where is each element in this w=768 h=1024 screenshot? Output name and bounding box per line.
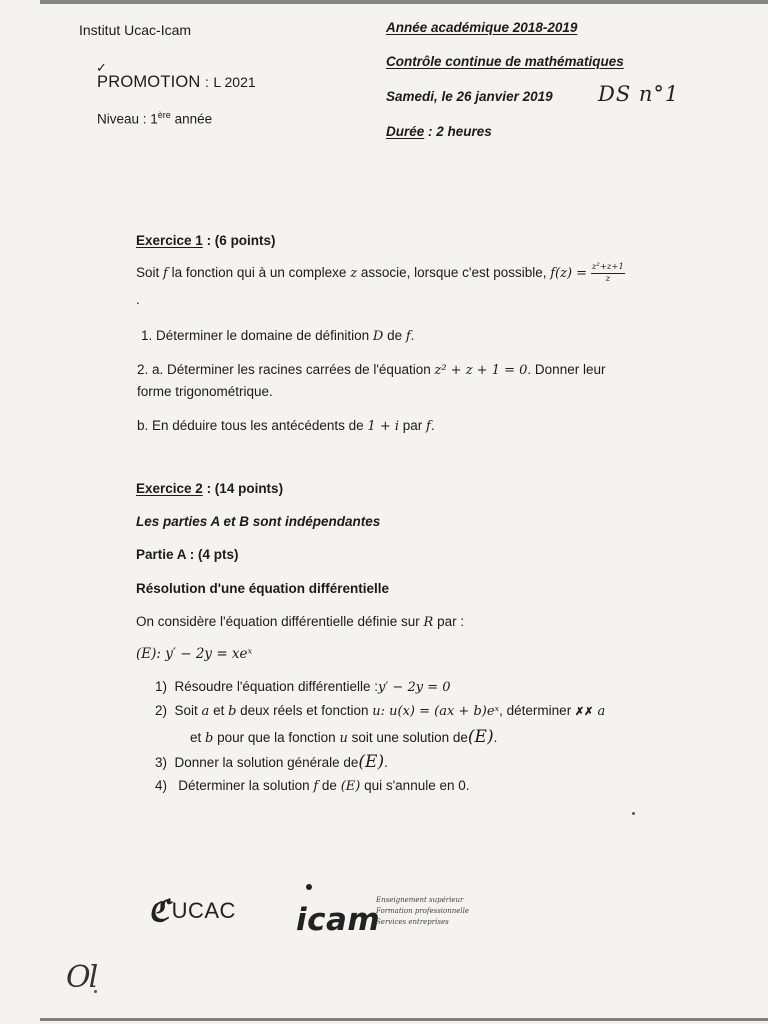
tick-mark: ✓ <box>96 60 107 75</box>
item-text: . <box>384 755 388 770</box>
exercise-1-points: : (6 points) <box>202 233 276 248</box>
item-text: et <box>190 730 206 745</box>
math-b: b <box>228 704 237 719</box>
item-text: , déterminer <box>499 703 575 718</box>
math-f: f <box>163 266 168 282</box>
item-text: deux réels et fonction <box>236 703 373 718</box>
exercise-1-title: Exercice 1 <box>136 233 203 248</box>
ucac-mark-icon: ℭ <box>148 894 170 929</box>
item-text: pour que la fonction <box>213 730 340 745</box>
consider-text: par : <box>433 614 465 629</box>
tagline-line: Services entreprises <box>376 918 449 926</box>
item-text: et <box>209 703 229 718</box>
tagline-line: Enseignement supérieur <box>376 896 464 904</box>
item-number: 3) <box>155 755 168 770</box>
math-function: u: u(x) = (ax + b)eˣ <box>372 704 500 719</box>
intro-text: Soit <box>136 265 164 281</box>
icam-logo: icam <box>296 902 381 938</box>
item-2 <box>155 703 605 719</box>
math-f: f <box>405 329 411 344</box>
part-a-heading: Partie A : (4 pts) <box>136 547 239 562</box>
institute-name: Institut Ucac-Icam <box>79 22 192 38</box>
icam-tagline <box>376 895 469 928</box>
math-equation: z² + z + 1 = 0 <box>434 363 528 378</box>
item-2-line2 <box>190 727 497 747</box>
control-title: Contrôle continue de mathématiques <box>386 54 624 69</box>
question-text: . Donner leur <box>527 362 606 377</box>
item-4 <box>155 778 470 794</box>
paper-speck <box>632 812 635 815</box>
duration-value: : 2 heures <box>424 124 492 139</box>
consider-line <box>136 614 464 630</box>
item-text: qui s'annule en 0. <box>360 778 470 793</box>
question-text: . <box>430 418 435 433</box>
promotion-label: PROMOTION <box>97 73 201 91</box>
bottom-edge-rule <box>40 1018 768 1021</box>
level-sup: ère <box>157 110 171 120</box>
math-f: f <box>313 779 319 794</box>
item-number: 4) <box>155 778 168 793</box>
promotion-line <box>97 73 256 92</box>
fraction-denominator: z <box>605 274 611 284</box>
item-number: 1) <box>155 679 168 694</box>
math-fz: f(z) = <box>550 266 588 282</box>
intro-text: la fonction qui à un complexe <box>167 265 351 281</box>
question-2b <box>137 418 435 434</box>
stray-dot: . <box>136 292 140 307</box>
math-f: f <box>426 419 431 434</box>
item-text: Déterminer la solution <box>178 778 314 793</box>
item-1 <box>155 679 451 695</box>
item-text: . <box>493 730 498 745</box>
icam-dot-icon <box>306 884 312 890</box>
question-text: . <box>410 328 415 343</box>
consider-text: On considère l'équation différentielle définie sur <box>136 614 424 629</box>
academic-year: Année académique 2018-2019 <box>386 20 578 35</box>
item-number: 2) <box>155 703 168 718</box>
question-text: de <box>383 328 406 343</box>
math-E: (E) <box>358 752 385 772</box>
item-text: Soit <box>174 703 202 718</box>
item-text: de <box>318 778 341 793</box>
question-2a-line2: forme trigonométrique. <box>137 384 273 399</box>
math-a: a <box>201 704 210 719</box>
top-edge-rule <box>40 0 768 4</box>
ucac-logo <box>148 894 236 929</box>
math-E: (E) <box>467 727 494 747</box>
question-1 <box>141 328 414 344</box>
exercise-2-heading <box>136 481 283 496</box>
level-suffix: année <box>170 111 213 127</box>
question-text: 1. Déterminer le domaine de définition <box>141 328 373 343</box>
fraction <box>591 262 625 285</box>
math-a: a <box>593 704 606 719</box>
exercise-2-title: Exercice 2 <box>136 481 203 496</box>
differential-equation: (E): y′ − 2y = xeˣ <box>136 646 253 662</box>
exercise-2-points: : (14 points) <box>202 481 284 496</box>
item-text: Résoudre l'équation différentielle : <box>174 679 378 694</box>
crossed-out-text: ✗✗ <box>574 706 594 718</box>
question-2a <box>137 362 605 378</box>
fraction-numerator: z²+z+1 <box>591 262 624 272</box>
level-line <box>97 110 212 127</box>
promotion-value: L 2021 <box>213 74 256 90</box>
math-z: z <box>350 266 358 282</box>
question-text: 2. a. Déterminer les racines carrées de l'équation <box>137 362 435 377</box>
math-equation: y′ − 2y = 0 <box>378 680 451 695</box>
math-E: (E) <box>340 779 361 794</box>
part-a-title: Résolution d'une équation différentielle <box>136 581 389 596</box>
handwritten-signature: Ol <box>66 960 97 995</box>
question-text: par <box>399 418 427 433</box>
exercise-1-intro <box>136 262 625 285</box>
duration-label: Durée <box>386 124 425 139</box>
promotion-separator: : <box>205 74 209 90</box>
exam-duration <box>386 124 492 139</box>
math-u: u <box>339 731 348 746</box>
item-3 <box>155 752 388 772</box>
math-b: b <box>205 731 214 746</box>
intro-text: associe, lorsque c'est possible, <box>357 265 551 281</box>
math-R: R <box>423 615 434 630</box>
math-expression: 1 + i <box>367 419 400 434</box>
exercise-1-heading <box>136 233 276 248</box>
tagline-line: Formation professionnelle <box>376 907 470 915</box>
parts-note: Les parties A et B sont indépendantes <box>136 514 381 529</box>
math-D: D <box>372 329 384 344</box>
question-text: b. En déduire tous les antécédents de <box>137 418 368 433</box>
item-text: soit une solution de <box>347 730 468 745</box>
item-text: Donner la solution générale de <box>174 755 359 770</box>
level-prefix: Niveau : 1 <box>97 111 158 127</box>
ucac-wordmark: UCAC <box>171 898 236 923</box>
exam-date: Samedi, le 26 janvier 2019 <box>386 89 553 104</box>
handwritten-note: DS n°1 <box>598 82 680 106</box>
